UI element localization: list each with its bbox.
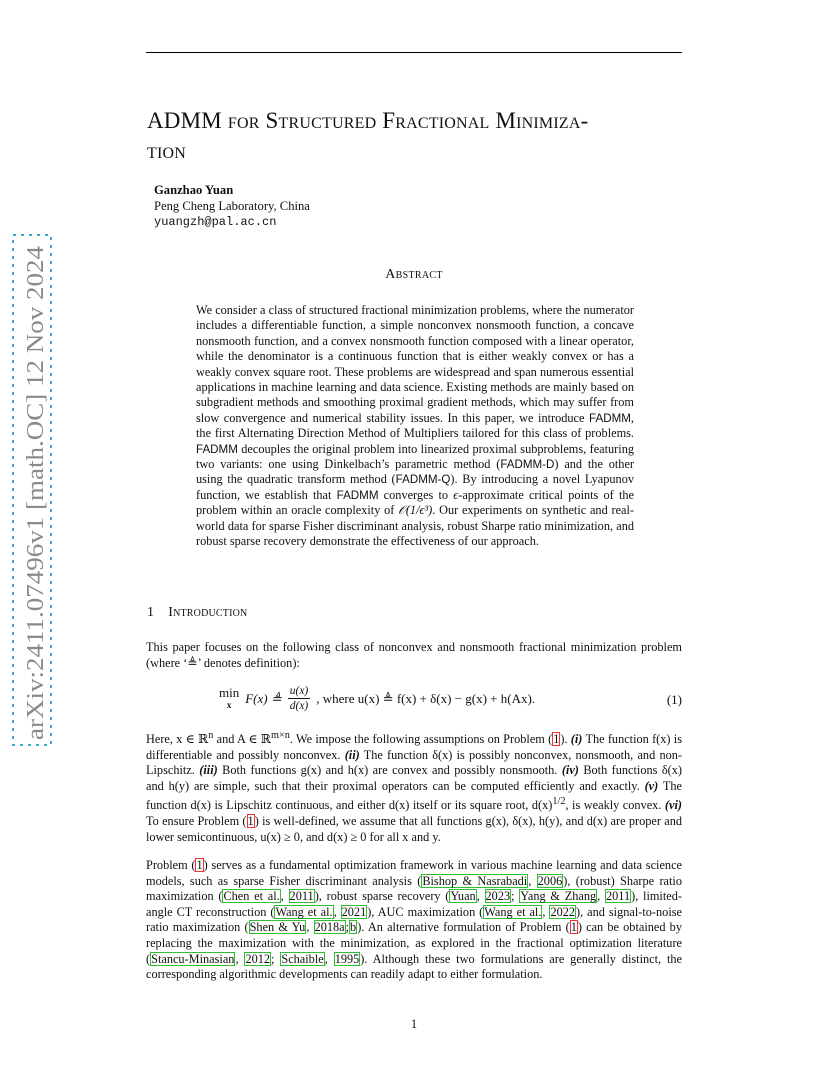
text: Here, x ∈ ℝ (146, 732, 209, 747)
text: Problem ( (146, 858, 196, 872)
equation-rhs: , where u(x) ≜ f(x) + δ(x) − g(x) + h(Ax). (316, 690, 536, 706)
section-heading-introduction (147, 605, 247, 621)
fraction-numerator: u(x) (289, 685, 309, 697)
equation-reference[interactable]: 1 (553, 732, 560, 747)
equation-lhs: F(x) ≜ (245, 690, 282, 706)
equation-1 (146, 680, 682, 720)
equation-reference[interactable]: 1 (196, 858, 203, 872)
abstract-text: ). By introducing a novel Lyapunov function, we establish that (196, 472, 634, 502)
abstract-text: We consider a class of structured fractional minimization problems, where the numerator includes a differentiable function, a simple nonconvex nonsmooth function, a concave nonsmooth function, and a convex nonsmooth function composed with a linear operator, while the denominator is a continuous function that is either weakly convex or has a weakly convex square root. These problems are widespread and span numerous essential applications in machine learning and data science. Existing methods are mainly based on subgradient methods and smoothing proximal gradient methods, which may suffer from slow convergence and numerical stability issues. In this paper, we introduce (196, 303, 634, 425)
citation-year-link[interactable]: 2012 (245, 951, 271, 966)
author-name: Ganzhao Yuan (154, 183, 234, 197)
intro-paragraph-3: Problem (1) serves as a fundamental optimization framework in various machine learning and data science models, such as sparse Fisher discriminant analysis (Bishop & Nasrabadi, 2006), (robust) Sharpe ratio maximization (Chen et al., 2011), robust sparse recovery (Yuan, 2023; Yang & Zhang, 2011), limited-angle CT reconstruction (Wang et al., 2021), AUC maximization (Wang et al., 2022), and signal-to-noise ratio maximization (Shen & Yu, 2018a;b). An alternative formulation of Problem (1) can be obtained by replacing the maximization with the minimization, as explored in the fractional optimization literature (Stancu-Minasian, 2012; Schaible, 1995). Although these two formulations are generally distinct, the corresponding algorithmic developments can readily adapt to either formulation. (146, 858, 683, 982)
intro-paragraph-1: This paper focuses on the following class of nonconvex and nonsmooth fractional minimization problem (where ‘≜’ denotes definition): (146, 640, 682, 670)
citation-author: Bishop & Nasrabadi (422, 873, 528, 888)
citation-link[interactable]: Yang & Zhang (520, 889, 597, 904)
abstract-text: . Our experiments on synthetic and real-world data for sparse Fisher discriminant analysis, robust Sharpe ratio minimization, and robust sparse recovery demonstrate the effectiveness of our approach. (196, 503, 634, 549)
equation-min-operator (219, 684, 240, 711)
text: ) can be obtained by replacing the maximization with the minimization, as explored in the fractional optimization literature ( (146, 920, 682, 966)
equation-body (219, 684, 535, 713)
text: The function δ(x) is possibly nonconvex, nonsmooth, and non-Lipschitz. (146, 747, 682, 778)
abstract-body (196, 303, 634, 550)
text: ), limited-angle CT reconstruction ( (146, 889, 682, 919)
abstract-heading: Abstract (385, 267, 443, 282)
author-affiliation: Peng Cheng Laboratory, China (154, 199, 310, 213)
text: ). Although these two formulations are generally distinct, the corresponding algorithmic developments can readily adapt to either formulation. (146, 951, 683, 982)
method-name: FADMM (336, 488, 379, 502)
assumption-label: (i) (570, 732, 583, 747)
abstract-text: ) and the other using the quadratic transform method ( (196, 457, 634, 487)
citation-link[interactable]: Wang et al. (275, 904, 333, 919)
text: Both functions g(x) and h(x) are convex and possibly nonsmooth. (217, 763, 562, 778)
text: ). An alternative formulation of Problem ( (357, 920, 570, 935)
text: ), AUC maximization ( (367, 904, 484, 919)
text: The function d(x) is Lipschitz continuous, and either d(x) itself or its square root, d(x) (146, 778, 682, 813)
assumption-label: (iv) (561, 763, 579, 778)
superscript: 1/2 (552, 796, 566, 808)
author-email: yuangzh@pal.ac.cn (154, 215, 277, 229)
author-block (154, 182, 310, 230)
text: ) is well-defined, we assume that all functions g(x), δ(x), h(y), and d(x) are proper and lower semicontinuous, u(x) ≥ 0, and d(x) ≥ 0 for all x and y. (146, 814, 682, 844)
text: ), (robust) Sharpe ratio maximization ( (146, 873, 682, 904)
abstract-text: decouples the original problem into linearized proximal subproblems, featuring two variants: one using Dinkelbach’s parametric method ( (196, 441, 634, 472)
arxiv-stamp-text: arXiv:2411.07496v1 [math.OC] 12 Nov 2024 (22, 291, 49, 740)
citation-link[interactable]: Wang et al. (484, 904, 542, 919)
equation-fraction (288, 684, 311, 713)
text: , is weakly convex. (565, 798, 665, 813)
min-label: min (219, 684, 240, 700)
text: To ensure Problem ( (146, 814, 247, 829)
citation-link[interactable]: Yuan (450, 889, 476, 904)
text: . We impose the following assumptions on Problem ( (289, 732, 553, 747)
citation-year-link[interactable]: 2011 (289, 889, 314, 904)
section-number: 1 (147, 605, 155, 620)
citation-year-link[interactable]: 1995 (334, 951, 360, 966)
citation-year-link[interactable]: 2023 (485, 889, 511, 904)
citation-link[interactable] (421, 874, 528, 888)
arxiv-stamp-graphic (10, 232, 54, 748)
method-name: FADMM (196, 442, 238, 456)
superscript: n (208, 730, 214, 741)
assumption-label: (vi) (664, 798, 682, 813)
title-line-1: ADMM for Structured Fractional Minimiza- (147, 108, 589, 133)
citation-link[interactable]: Stancu-Minasian (151, 951, 235, 966)
citation-year-link[interactable]: 2011 (605, 889, 631, 904)
assumption-label: (v) (644, 778, 659, 793)
paper-title (147, 106, 692, 166)
text: ), and signal-to-noise ratio maximization ( (146, 904, 682, 935)
citation-year-link[interactable]: 2022 (550, 904, 576, 919)
text: The function f(x) is differentiable and possibly nonconvex. (146, 732, 682, 762)
intro-paragraph-2 (146, 728, 682, 845)
arxiv-stamp (10, 232, 54, 748)
complexity-expression: 𝒪(1/ϵ³) (398, 503, 433, 518)
citation-year-link[interactable]: b (350, 920, 357, 935)
min-subscript: x (226, 699, 232, 710)
abstract-text: converges to (378, 487, 454, 502)
method-name: FADMM (589, 411, 631, 425)
text: ), robust sparse recovery ( (314, 889, 450, 904)
method-variant-q: FADMM-Q (395, 473, 451, 487)
citation-year-link[interactable]: 2006 (537, 873, 563, 888)
assumption-label: (iii) (199, 763, 218, 778)
fraction-denominator: d(x) (289, 700, 309, 712)
method-variant-d: FADMM-D (500, 458, 555, 472)
epsilon-symbol: ϵ (453, 487, 459, 502)
text: ). (560, 732, 571, 747)
page-number: 1 (410, 1017, 418, 1031)
citation-year-link[interactable]: 2018a (314, 920, 345, 935)
abstract-text: , the first Alternating Direction Method of Multipliers tailored for this class of problems. (196, 410, 634, 441)
text: Both functions δ(x) and h(y) are simple, such that their proximal operators can be computed efficiently and exactly. (146, 763, 682, 793)
title-line-2: tion (147, 138, 187, 163)
abstract-text: -approximate critical points of the problem within an oracle complexity of (196, 487, 634, 518)
top-rule (146, 52, 682, 53)
equation-number: (1) (666, 692, 682, 707)
equation-reference[interactable]: 1 (247, 814, 254, 829)
assumption-label: (ii) (344, 747, 360, 762)
section-title: Introduction (168, 605, 248, 620)
equation-reference[interactable]: 1 (570, 920, 577, 935)
citation-link[interactable]: Shen & Yu (249, 920, 306, 935)
superscript: m×n (271, 730, 290, 741)
citation-year-link[interactable]: 2021 (341, 904, 367, 919)
text: and A ∈ ℝ (213, 732, 272, 747)
text: ) serves as a fundamental optimization framework in various machine learning and data science models, such as sparse Fisher discriminant analysis ( (146, 858, 682, 888)
citation-link[interactable]: Chen et al. (223, 889, 280, 904)
citation-link[interactable]: Schaible (281, 951, 324, 966)
